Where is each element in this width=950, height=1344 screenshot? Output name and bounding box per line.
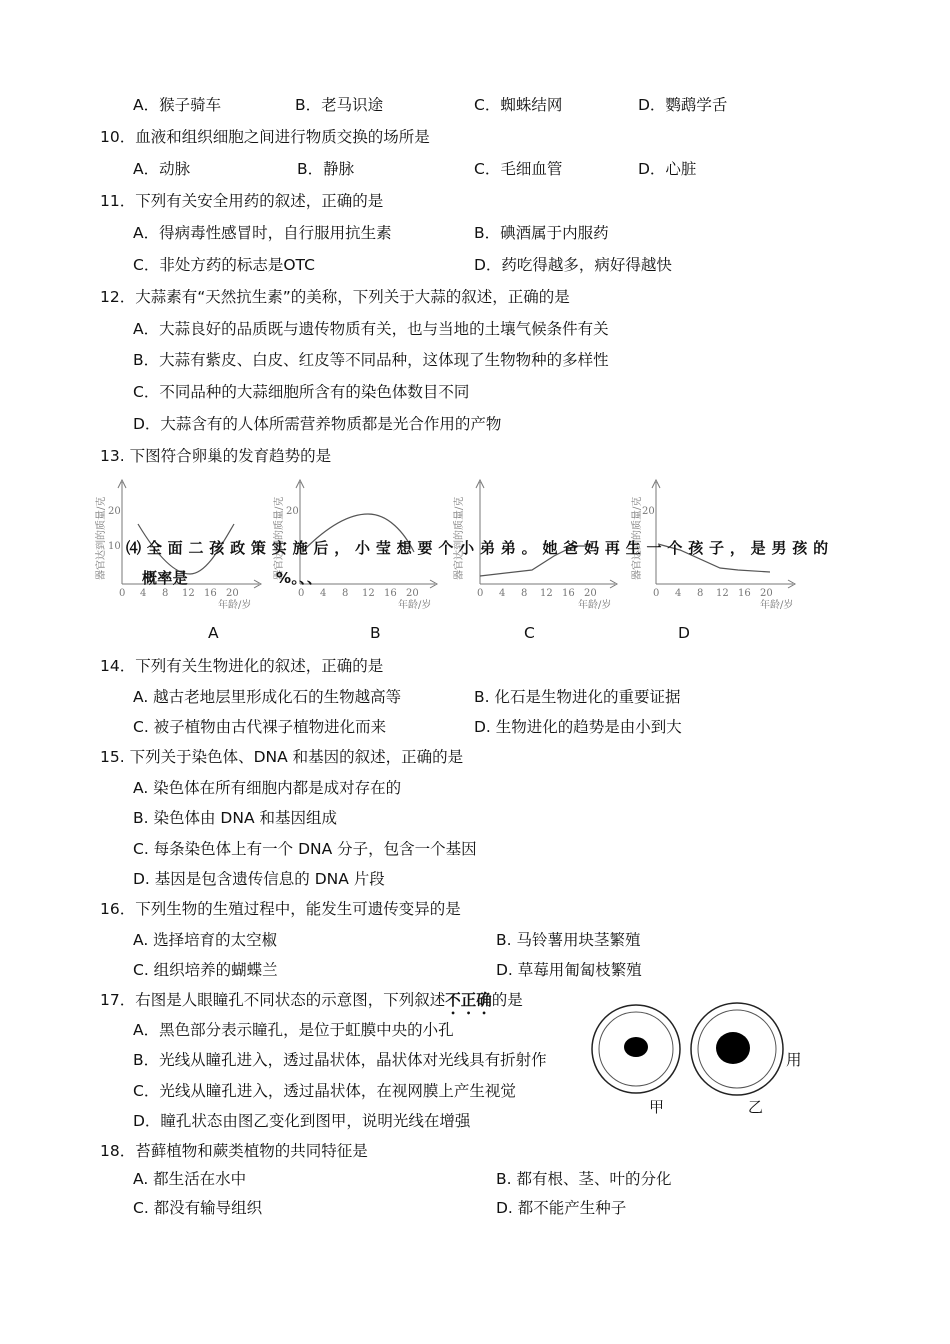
graph-d-ytick-20: 20 bbox=[642, 506, 655, 517]
graph-d-ylabel: 器官达到的质量/克 bbox=[632, 496, 643, 580]
graph-c-xtick-4: 4 bbox=[499, 588, 506, 599]
eye-jia-diagram bbox=[589, 1002, 683, 1096]
q12-option-d: D．大蒜含有的人体所需营养物质都是光合作用的产物 bbox=[133, 415, 502, 433]
q12-stem: 12．大蒜素有“天然抗生素”的美称，下列关于大蒜的叙述，正确的是 bbox=[100, 288, 570, 306]
q18-option-d: D. 都不能产生种子 bbox=[496, 1199, 627, 1217]
graph-d-xtick-12: 12 bbox=[716, 588, 729, 599]
q10-stem: 10．血液和组织细胞之间进行物质交换的场所是 bbox=[100, 128, 430, 146]
q14-option-c: C. 被子植物由古代裸子植物进化而来 bbox=[133, 718, 387, 736]
q17-option-c: C．光线从瞳孔进入，透过晶状体，在视网膜上产生视觉 bbox=[133, 1082, 516, 1100]
graph-a-xtick-20: 20 bbox=[226, 588, 239, 599]
q17-stem-end: 的是 bbox=[491, 991, 523, 1009]
q14-option-d: D. 生物进化的趋势是由小到大 bbox=[474, 718, 682, 736]
q9-option-d: D．鹦鹉学舌 bbox=[638, 96, 728, 114]
eye-label-yi: 乙 bbox=[748, 1098, 764, 1116]
q11-option-b: B．碘酒属于内服药 bbox=[474, 224, 609, 242]
q15-option-c: C. 每条染色体上有一个 DNA 分子，包含一个基因 bbox=[133, 840, 477, 858]
graph-a-xtick-4: 4 bbox=[140, 588, 147, 599]
q16-option-c: C. 组织培养的蝴蝶兰 bbox=[133, 961, 278, 979]
q17-option-b-tail: 用 bbox=[786, 1051, 802, 1069]
graph-b-xtick-16: 16 bbox=[384, 588, 397, 599]
q9-option-a: A．猴子骑车 bbox=[133, 96, 222, 114]
q9-option-b: B．老马识途 bbox=[295, 96, 384, 114]
graph-c-xtick-20: 20 bbox=[584, 588, 597, 599]
eye-jia-pupil bbox=[624, 1037, 648, 1057]
graph-c-xtick-16: 16 bbox=[562, 588, 575, 599]
q10-option-a: A．动脉 bbox=[133, 160, 191, 178]
graph-a-xtick-12: 12 bbox=[182, 588, 195, 599]
graph-b-xtick-4: 4 bbox=[320, 588, 327, 599]
q15-option-d: D. 基因是包含遗传信息的 DNA 片段 bbox=[133, 870, 385, 888]
eye-yi-pupil bbox=[716, 1032, 750, 1064]
q12-option-b: B．大蒜有紫皮、白皮、红皮等不同品种，这体现了生物物种的多样性 bbox=[133, 351, 609, 369]
graph-d-xtick-16: 16 bbox=[738, 588, 751, 599]
q17-stem bbox=[100, 990, 523, 1018]
graph-b-ylabel: 器官达到的质量/克 bbox=[274, 496, 285, 580]
q11-option-c: C．非处方药的标志是OTC bbox=[133, 256, 315, 274]
q16-stem: 16．下列生物的生殖过程中，能发生可遗传变异的是 bbox=[100, 900, 461, 918]
q10-option-c: C．毛细血管 bbox=[474, 160, 563, 178]
q15-stem: 15. 下列关于染色体、DNA 和基因的叙述，正确的是 bbox=[100, 748, 464, 766]
graph-a-ylabel: 器官达到的质量/克 bbox=[96, 496, 107, 580]
q13-stem: 13. 下图符合卵巢的发育趋势的是 bbox=[100, 447, 332, 465]
q14-stem: 14．下列有关生物进化的叙述，正确的是 bbox=[100, 657, 384, 675]
q14-option-b: B. 化石是生物进化的重要证据 bbox=[474, 688, 681, 706]
q17-option-d: D．瞳孔状态由图乙变化到图甲，说明光线在增强 bbox=[133, 1112, 471, 1130]
q17-stem-text: 17．右图是人眼瞳孔不同状态的示意图，下列叙述 bbox=[100, 991, 446, 1009]
graph-a-ytick-10: 10 bbox=[108, 541, 121, 552]
q17-stem-emphasis: 不正确 bbox=[445, 991, 492, 1009]
graph-c-xtick-12: 12 bbox=[540, 588, 553, 599]
graph-c-xtick-0: 0 bbox=[477, 588, 484, 599]
graph-d-xtick-20: 20 bbox=[760, 588, 773, 599]
overlay-text-line1: ⑷ 全 面 二 孩 政 策 实 施 后 ， 小 莹 想 要 个 小 弟 弟 。 她 爸 妈 再 生 一 个 孩 子 ， 是 男 孩 的 bbox=[126, 539, 829, 557]
q16-option-d: D. 草莓用匍匐枝繁殖 bbox=[496, 961, 642, 979]
eye-yi-diagram bbox=[688, 1000, 786, 1098]
graph-d-xtick-4: 4 bbox=[675, 588, 682, 599]
q18-stem: 18．苔藓植物和蕨类植物的共同特征是 bbox=[100, 1142, 368, 1160]
graph-d-xlabel: 年龄/岁 bbox=[760, 600, 794, 611]
q11-stem: 11．下列有关安全用药的叙述，正确的是 bbox=[100, 192, 384, 210]
overlay-text-line2b: %。、、 bbox=[276, 569, 323, 587]
q10-option-b: B．静脉 bbox=[297, 160, 355, 178]
q15-option-a: A. 染色体在所有细胞内都是成对存在的 bbox=[133, 779, 402, 797]
q17-option-b: B．光线从瞳孔进入，透过晶状体，晶状体对光线具有折射作 bbox=[133, 1051, 547, 1069]
q11-option-a: A．得病毒性感冒时，自行服用抗生素 bbox=[133, 224, 392, 242]
graph-label-d: D bbox=[678, 624, 690, 642]
q12-option-a: A．大蒜良好的品质既与遗传物质有关，也与当地的土壤气候条件有关 bbox=[133, 320, 609, 338]
q11-option-d: D．药吃得越多，病好得越快 bbox=[474, 256, 672, 274]
graph-b-xtick-12: 12 bbox=[362, 588, 375, 599]
eye-label-jia: 甲 bbox=[649, 1098, 665, 1116]
graph-label-b: B bbox=[370, 624, 381, 642]
graph-c-ylabel: 器官达到的质量/克 bbox=[454, 496, 465, 580]
overlay-text-line2a: 概率是 bbox=[142, 569, 188, 587]
graph-b-xtick-0: 0 bbox=[298, 588, 305, 599]
graph-a-xtick-8: 8 bbox=[162, 588, 169, 599]
graph-a-xtick-16: 16 bbox=[204, 588, 217, 599]
q15-option-b: B. 染色体由 DNA 和基因组成 bbox=[133, 809, 337, 827]
graph-b-xtick-8: 8 bbox=[342, 588, 349, 599]
graph-d-xtick-8: 8 bbox=[697, 588, 704, 599]
graph-label-a: A bbox=[208, 624, 219, 642]
q17-option-a: A．黑色部分表示瞳孔，是位于虹膜中央的小孔 bbox=[133, 1021, 454, 1039]
graph-c-xtick-8: 8 bbox=[521, 588, 528, 599]
q18-option-c: C. 都没有输导组织 bbox=[133, 1199, 263, 1217]
q16-option-b: B. 马铃薯用块茎繁殖 bbox=[496, 931, 641, 949]
q9-option-c: C．蜘蛛结网 bbox=[474, 96, 563, 114]
graph-b-xlabel: 年龄/岁 bbox=[398, 600, 432, 611]
graph-a-ytick-20: 20 bbox=[108, 506, 121, 517]
q18-option-b: B. 都有根、茎、叶的分化 bbox=[496, 1170, 672, 1188]
q12-option-c: C．不同品种的大蒜细胞所含有的染色体数目不同 bbox=[133, 383, 470, 401]
q10-option-d: D．心脏 bbox=[638, 160, 697, 178]
graph-b-ytick-20: 20 bbox=[286, 506, 299, 517]
graph-a-xtick-0: 0 bbox=[119, 588, 126, 599]
graph-d-xtick-0: 0 bbox=[653, 588, 660, 599]
q14-option-a: A. 越古老地层里形成化石的生物越高等 bbox=[133, 688, 402, 706]
graph-b-xtick-20: 20 bbox=[406, 588, 419, 599]
q18-option-a: A. 都生活在水中 bbox=[133, 1170, 247, 1188]
graph-a-xlabel: 年龄/岁 bbox=[218, 600, 252, 611]
graph-label-c: C bbox=[524, 624, 535, 642]
q16-option-a: A. 选择培育的太空椒 bbox=[133, 931, 278, 949]
graph-c-xlabel: 年龄/岁 bbox=[578, 600, 612, 611]
